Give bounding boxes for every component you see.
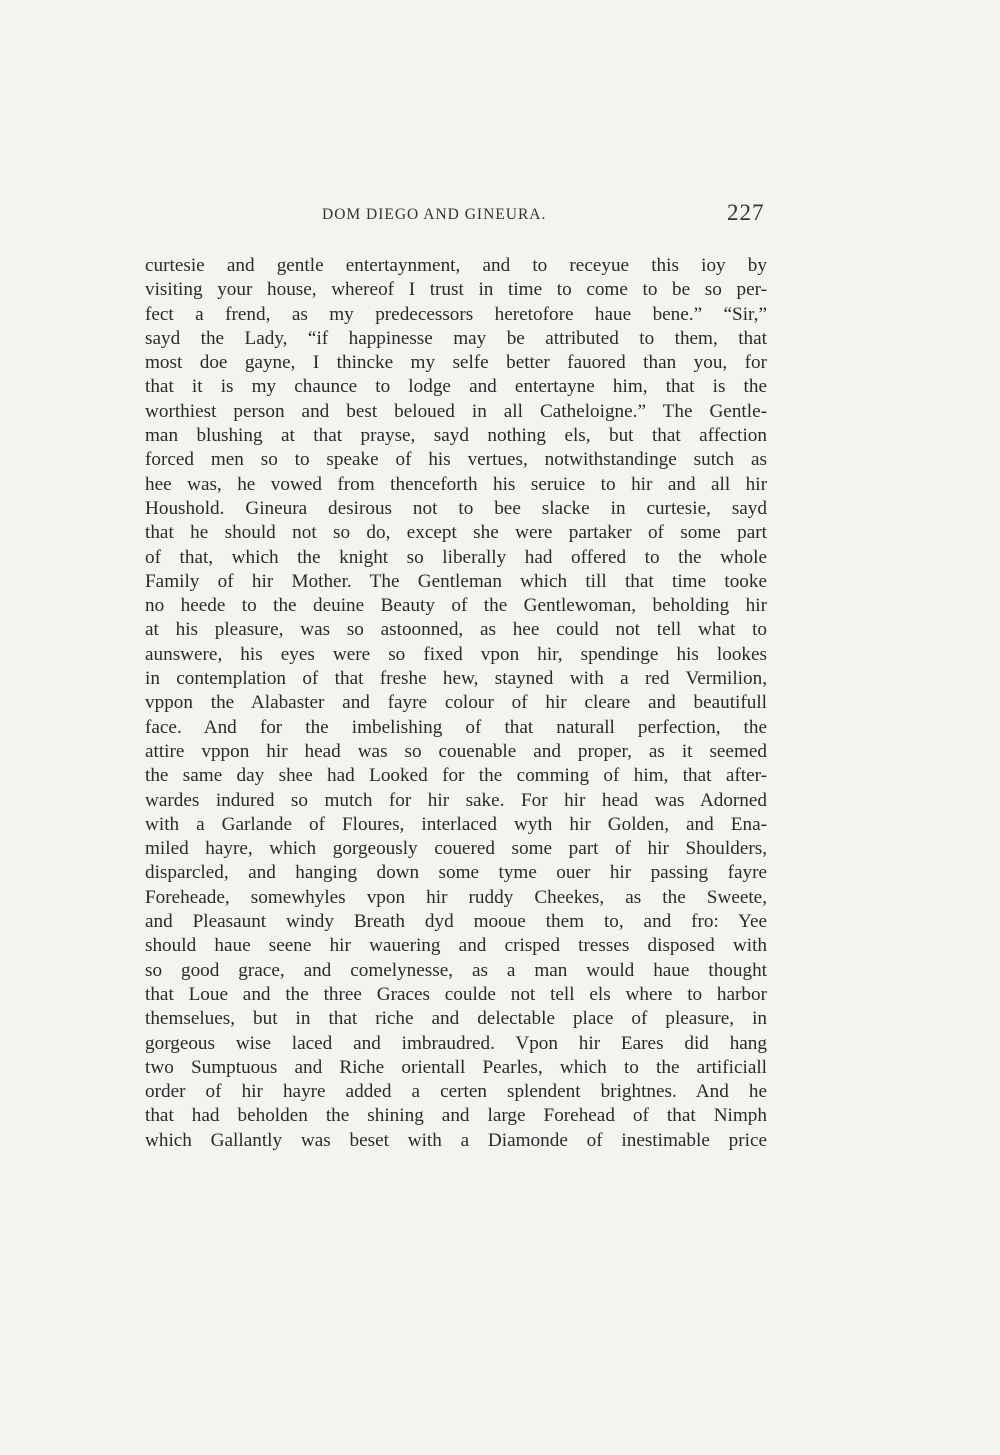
text-line: so good grace, and comelynesse, as a man would haue thought [145,959,767,981]
text-line: hee was, he vowed from thenceforth his seruice to hir and all hir [145,473,767,495]
text-line: in contemplation of that freshe hew, stayned with a red Vermilion, [145,668,767,690]
text-line: which Gallantly was beset with a Diamonde of inestimable price [145,1129,767,1151]
text-line: curtesie and gentle entertaynment, and to receyue this ioy by [145,255,767,276]
text-line: two Sumptuous and Riche orientall Pearles, which to the artificiall [145,1056,767,1078]
text-line: Houshold. Gineura desirous not to bee slacke in curtesie, sayd [145,497,767,519]
text-line: the same day shee had Looked for the comming of him, that after- [145,765,767,787]
text-line: disparcled, and hanging down some tyme ouer hir passing fayre [145,862,767,884]
text-line: order of hir hayre added a certen splendent brightnes. And he [145,1081,767,1103]
text-line: aunswere, his eyes were so fixed vpon hir, spendinge his lookes [145,643,767,665]
text-line: fect a frend, as my predecessors heretofore haue bene.” “Sir,” [145,303,767,325]
running-title: DOM DIEGO AND GINEURA. [322,206,547,223]
text-line: themselues, but in that riche and delectable place of pleasure, in [145,1008,767,1030]
text-line: and Pleasaunt windy Breath dyd mooue them to, and fro: Yee [145,911,767,933]
text-line: visiting your house, whereof I trust in time to come to be so per- [145,279,767,301]
text-line: gorgeous wise laced and imbraudred. Vpon hir Eares did hang [145,1032,767,1054]
text-line: that he should not so do, except she were partaker of some part [145,522,767,544]
text-line: that it is my chaunce to lodge and entertayne him, that is the [145,376,767,398]
text-line: of that, which the knight so liberally had offered to the whole [145,546,767,568]
text-line: that Loue and the three Graces coulde not tell els where to harbor [145,983,767,1005]
running-head [0,200,1000,240]
text-line: that had beholden the shining and large Forehead of that Nimph [145,1105,767,1127]
body-text [145,254,767,1153]
page-number: 227 [727,200,765,225]
text-line: at his pleasure, was so astoonned, as hee could not tell what to [145,619,767,641]
text-line: man blushing at that prayse, sayd nothing els, but that affection [145,425,767,447]
text-line: miled hayre, which gorgeously couered some part of hir Shoulders, [145,838,767,860]
text-line: should haue seene hir wauering and crisped tresses disposed with [145,935,767,957]
text-line: sayd the Lady, “if happinesse may be attributed to them, that [145,327,767,349]
text-line: Foreheade, somewhyles vpon hir ruddy Cheekes, as the Sweete, [145,886,767,908]
text-line: attire vppon hir head was so couenable and proper, as it seemed [145,740,767,762]
text-line: no heede to the deuine Beauty of the Gentlewoman, beholding hir [145,595,767,617]
text-line: wardes indured so mutch for hir sake. For hir head was Adorned [145,789,767,811]
text-line: most doe gayne, I thincke my selfe better fauored than you, for [145,352,767,374]
text-line: with a Garlande of Floures, interlaced wyth hir Golden, and Ena- [145,813,767,835]
text-line: forced men so to speake of his vertues, notwithstandinge sutch as [145,449,767,471]
text-line: Family of hir Mother. The Gentleman which till that time tooke [145,570,767,592]
text-line: face. And for the imbelishing of that naturall perfection, the [145,716,767,738]
text-line: worthiest person and best beloued in all Catheloigne.” The Gentle- [145,400,767,422]
text-line: vppon the Alabaster and fayre colour of hir cleare and beautifull [145,692,767,714]
